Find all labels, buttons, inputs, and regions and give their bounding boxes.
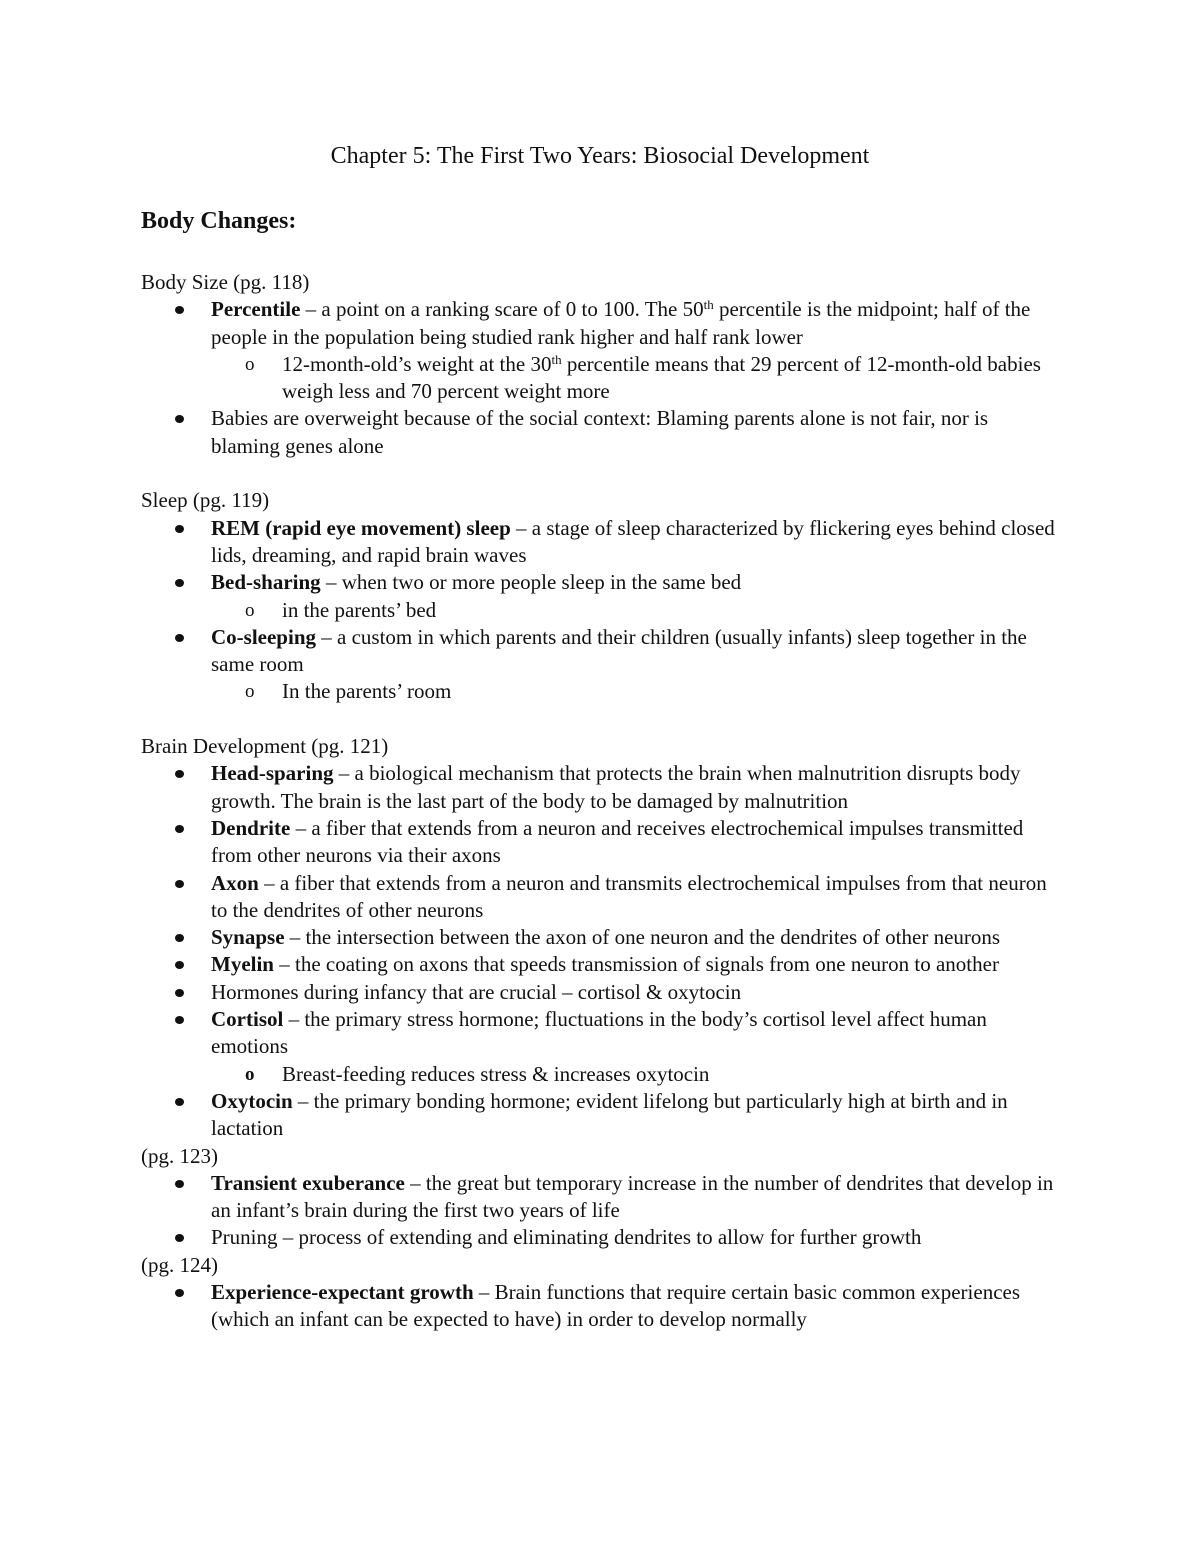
- definition-text: percentile is the midpoint; half of the people in the population being studied rank higher and half rank lower: [211, 297, 1031, 349]
- circle-bullet-icon: o: [245, 353, 255, 375]
- item-text: Pruning – process of extending and eliminating dendrites to allow for further growth: [211, 1225, 922, 1250]
- list-item: [211, 815, 1061, 870]
- circle-bullet-icon: o: [245, 681, 255, 703]
- sub-list: [211, 351, 1061, 406]
- document-body: [141, 269, 1061, 1334]
- definition-text: – a point on a ranking scare of 0 to 100. The 50: [300, 297, 704, 322]
- definition-text: – a fiber that extends from a neuron and receives electrochemical impulses transmitted from other neurons via their axons: [211, 815, 1024, 868]
- bullet-icon: [175, 880, 184, 888]
- document-title: Chapter 5: The First Two Years: Biosocial Development: [330, 143, 870, 169]
- sub-list: [211, 1061, 1061, 1088]
- term: Co-sleeping: [211, 624, 316, 649]
- list-item: [211, 1279, 1061, 1334]
- brain-list: [141, 760, 1061, 1142]
- sub-item-text: Breast-feeding reduces stress & increases oxytocin: [282, 1061, 710, 1086]
- list-item: [211, 924, 1061, 951]
- bullet-icon: [175, 525, 184, 533]
- sleep-list: [141, 515, 1061, 706]
- definition-text: – the primary bonding hormone; evident lifelong but particularly high at birth and in lactation: [211, 1088, 1008, 1141]
- definition-text: – Brain functions that require certain basic common experiences (which an infant can be expected to have) in order to develop normally: [211, 1279, 1021, 1332]
- term: REM (rapid eye movement) sleep: [211, 515, 511, 540]
- term: Bed-sharing: [211, 570, 321, 595]
- sub-list-item: [245, 1061, 1061, 1088]
- term: Axon: [211, 870, 259, 895]
- definition-text: – when two or more people sleep in the same bed: [320, 570, 742, 595]
- brain-development-label: Brain Development (pg. 121): [141, 734, 389, 759]
- sub-list: [211, 597, 1061, 624]
- bullet-icon: [175, 989, 184, 997]
- item-text: Babies are overweight because of the social context: Blaming parents alone is not fair, nor is blaming genes alone: [211, 406, 989, 458]
- sub-item-text: 12-month-old’s weight at the 30: [282, 351, 552, 376]
- definition-text: – a fiber that extends from a neuron and transmits electrochemical impulses from that neuron to the dendrites of other neurons: [211, 870, 1047, 922]
- list-item: [211, 1224, 1061, 1251]
- list-item: [211, 569, 1061, 624]
- list-item: [211, 1088, 1061, 1143]
- sub-list-item: [245, 678, 1061, 705]
- bullet-icon: [175, 1098, 184, 1106]
- bullet-icon: [175, 934, 184, 942]
- list-item: [211, 1170, 1061, 1225]
- circle-bullet-icon: o: [245, 599, 255, 621]
- superscript: th: [703, 297, 714, 313]
- bullet-icon: [175, 961, 184, 969]
- list-item: [211, 296, 1061, 405]
- term: Cortisol: [211, 1007, 284, 1032]
- definition-text: – the intersection between the axon of one neuron and the dendrites of other neurons: [284, 925, 1001, 950]
- bullet-icon: [175, 579, 184, 587]
- sub-item-text: percentile means that 29 percent of 12-month-old babies weigh less and 70 percent weight more: [282, 351, 1041, 404]
- superscript: th: [551, 351, 562, 367]
- term-percentile: Percentile: [211, 297, 301, 322]
- item-text: Hormones during infancy that are crucial – cortisol & oxytocin: [211, 979, 742, 1004]
- definition-text: – the coating on axons that speeds transmission of signals from one neuron to another: [274, 952, 999, 977]
- page-ref-label: (pg. 123): [141, 1143, 218, 1168]
- definition-text: – a biological mechanism that protects the brain when malnutrition disrupts body growth. The brain is the last part of the body to be damaged by malnutrition: [211, 761, 1021, 813]
- term: Myelin: [211, 952, 274, 977]
- sub-list: [211, 678, 1061, 705]
- bullet-icon: [175, 415, 184, 423]
- term: Transient exuberance: [211, 1170, 405, 1195]
- page-ref-label: (pg. 124): [141, 1252, 218, 1277]
- body-size-list: [141, 296, 1061, 460]
- term: Synapse: [211, 925, 285, 950]
- term: Head-sparing: [211, 761, 334, 786]
- definition-text: – the great but temporary increase in the number of dendrites that develop in an infant’s brain during the first two years of life: [211, 1170, 1054, 1223]
- bullet-icon: [175, 306, 184, 314]
- pg124-list: [141, 1279, 1061, 1334]
- list-item: [211, 760, 1061, 815]
- list-item: [211, 1006, 1061, 1088]
- list-item: [211, 870, 1061, 925]
- body-size-label: Body Size (pg. 118): [141, 270, 310, 294]
- sub-list-item: [245, 351, 1061, 406]
- term: Experience-expectant growth: [211, 1279, 474, 1304]
- sleep-label: Sleep (pg. 119): [141, 488, 270, 513]
- section-heading: Body Changes:: [141, 208, 297, 234]
- bullet-icon: [175, 770, 184, 778]
- bullet-icon: [175, 825, 184, 833]
- bullet-icon: [175, 1234, 184, 1242]
- sub-list-item: [245, 597, 1061, 624]
- term: Oxytocin: [211, 1088, 293, 1113]
- bullet-icon: [175, 1016, 184, 1024]
- list-item: [211, 979, 1061, 1006]
- definition-text: – a custom in which parents and their children (usually infants) sleep together in the same room: [211, 624, 1027, 677]
- sub-item-text: in the parents’ bed: [282, 597, 437, 622]
- list-item: [211, 515, 1061, 570]
- definition-text: – the primary stress hormone; fluctuations in the body’s cortisol level affect human emotions: [211, 1007, 987, 1059]
- pg123-list: [141, 1170, 1061, 1252]
- list-item: [211, 405, 1061, 460]
- sub-item-text: In the parents’ room: [282, 679, 452, 704]
- bullet-icon: [175, 1180, 184, 1188]
- term: Dendrite: [211, 815, 291, 840]
- circle-bullet-icon: o: [245, 1063, 255, 1085]
- list-item: [211, 624, 1061, 706]
- list-item: [211, 951, 1061, 978]
- bullet-icon: [175, 634, 184, 642]
- definition-text: – a stage of sleep characterized by flickering eyes behind closed lids, dreaming, and rapid brain waves: [211, 515, 1055, 567]
- bullet-icon: [175, 1289, 184, 1297]
